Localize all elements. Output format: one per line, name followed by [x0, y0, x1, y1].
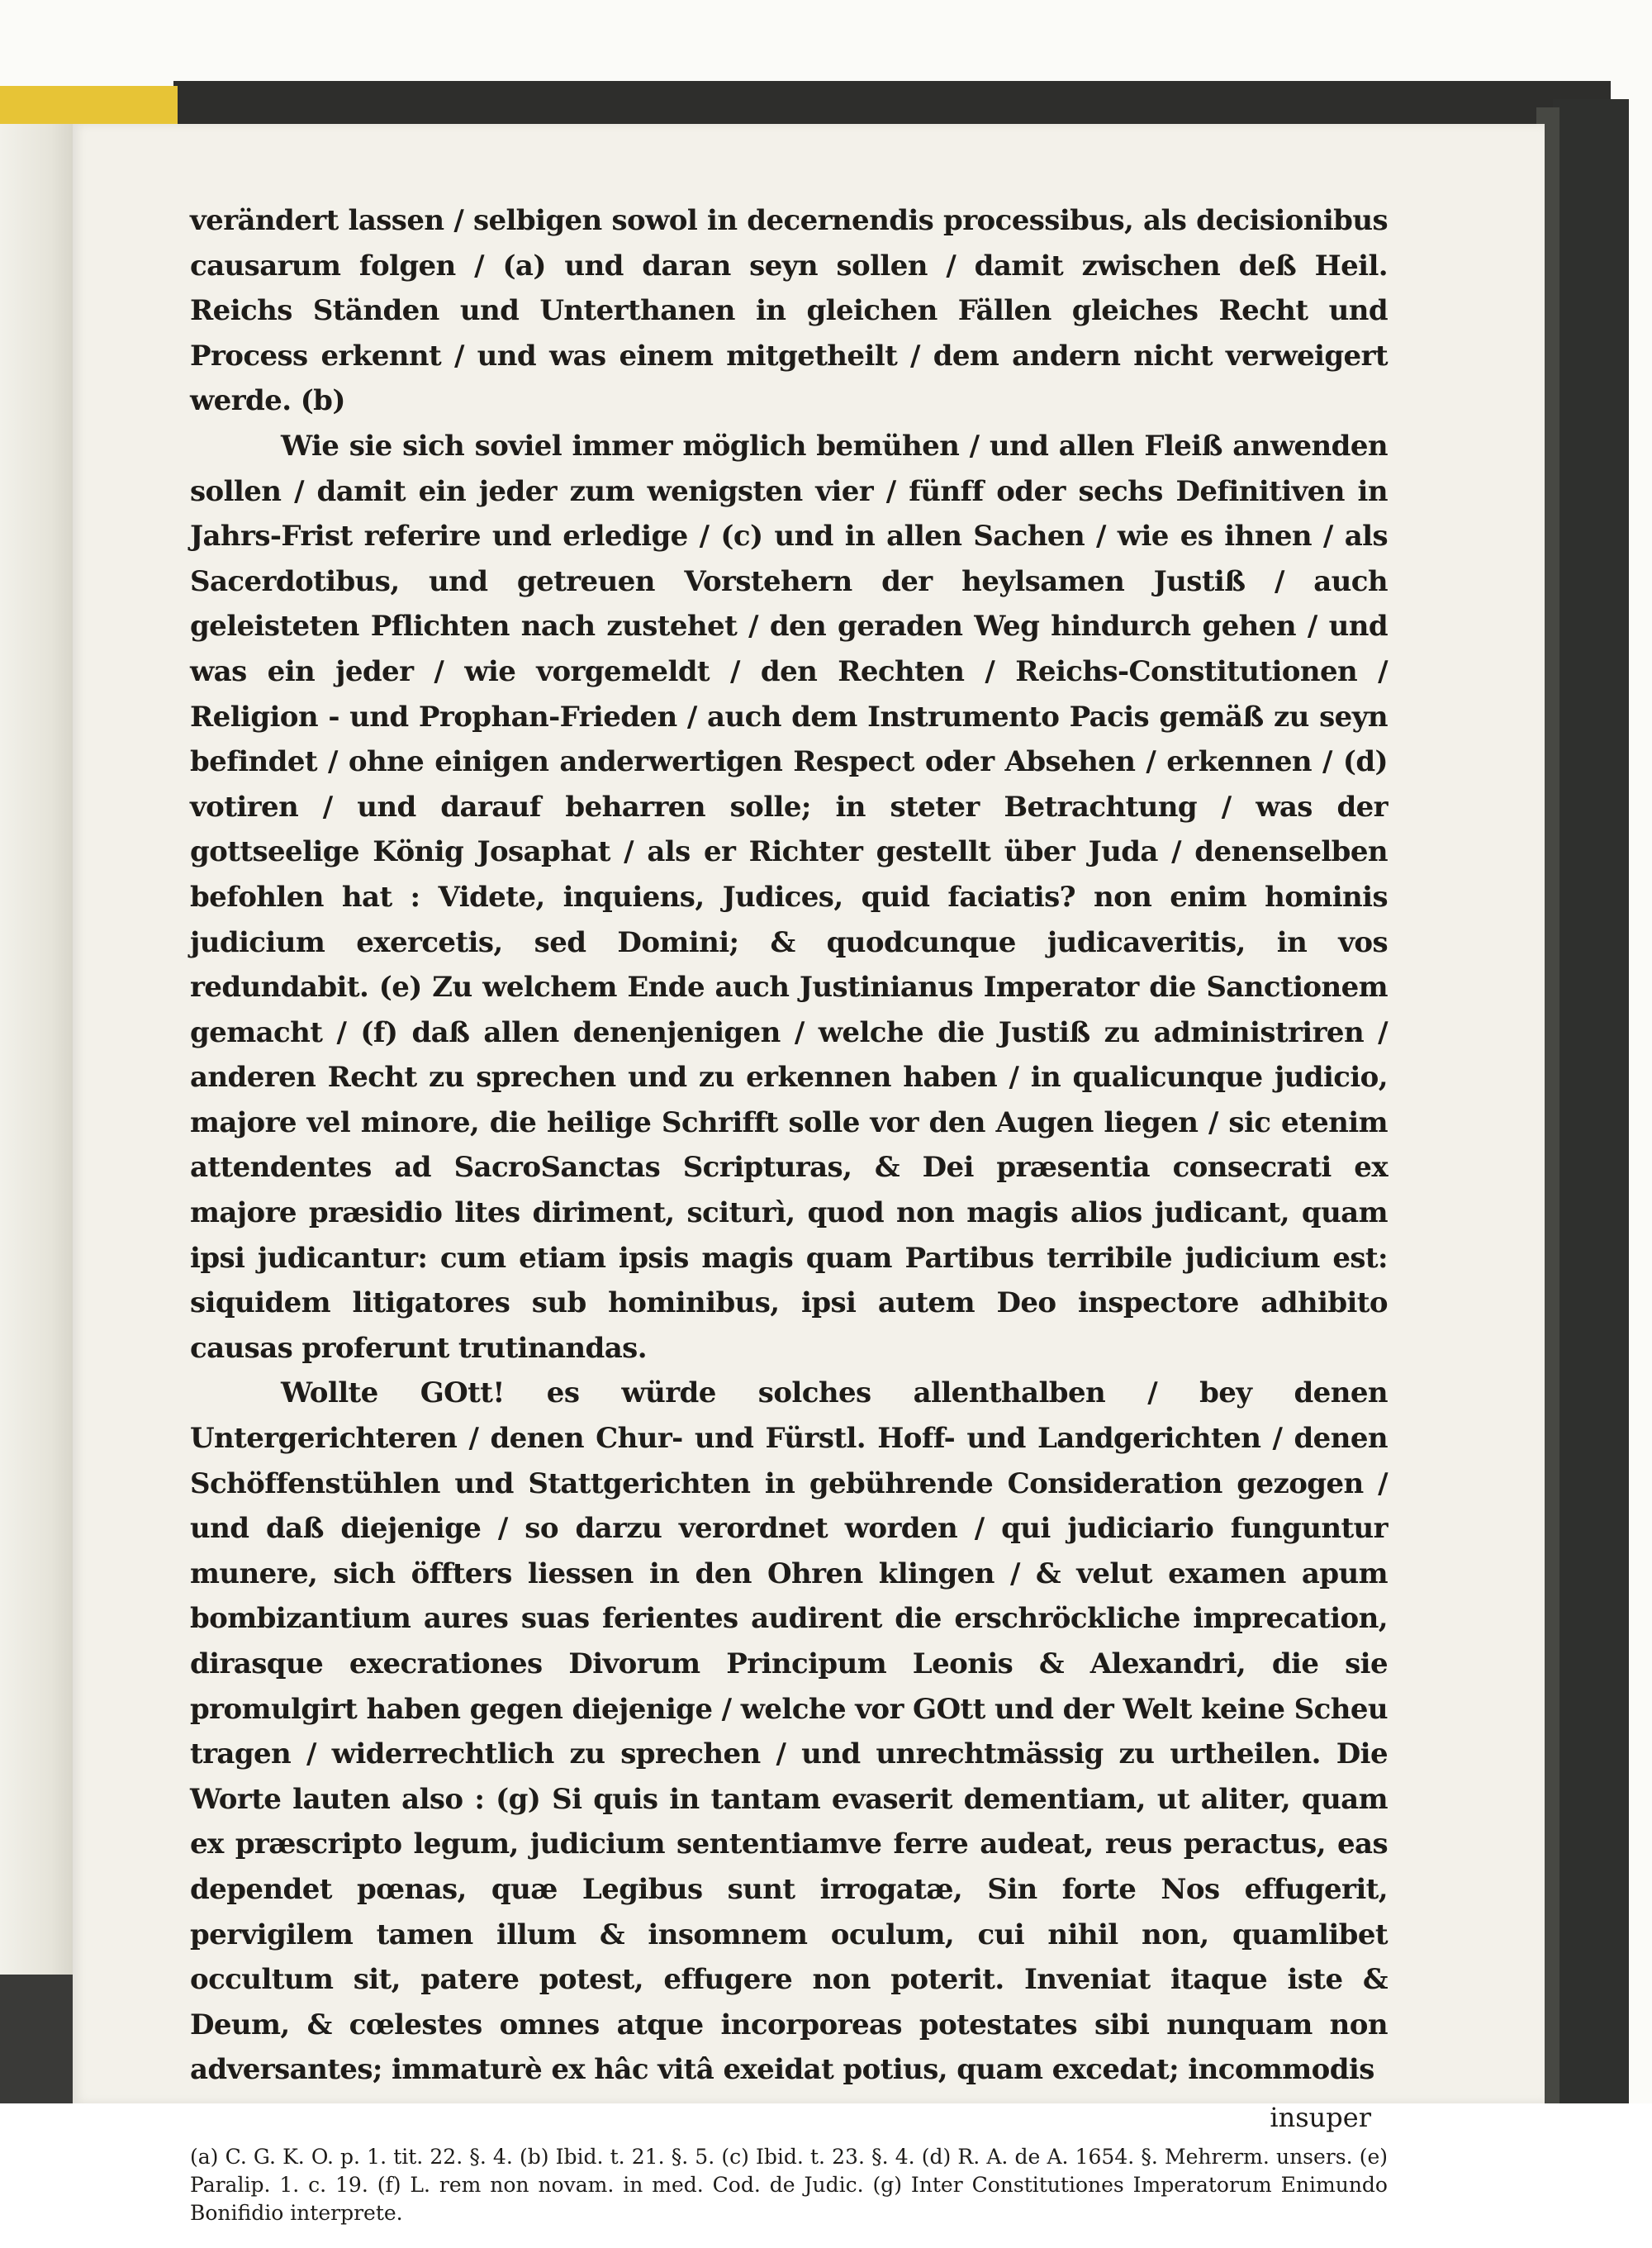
paragraph-2: Wie sie sich soviel immer möglich bemühen / und allen Fleiß anwenden sollen / damit ein jeder zum wenigsten vier / fünff oder sechs Definitiven in Jahrs-Frist referire und erledige / (c) und in allen Sachen / wie es ihnen / als Sacerdotibus, und getreuen Vorstehern der heylsamen Justiß / auch geleisteten Pflichten nach zustehet / den geraden Weg hindurch gehen / und was ein jeder / wie vorgemeldt / den Rechten / Reichs-Constitutionen / Religion - und Prophan-Frieden / auch dem Instrumento Pacis gemäß zu seyn befindet / ohne einigen anderwertigen Respect oder Absehen / erkennen / (d) votiren / und darauf beharren solle; in steter Betrachtung / was der gottseelige König Josaphat / als er Richter gestellt über Juda / denenselben befohlen hat : Videte, inquiens, Judices, quid faciatis? non enim hominis judicium exercetis, sed Domini; & quodcunque judicaveritis, in vos redundabit. (e) Zu welchem Ende auch Justinianus Imperator die Sanctionem gemacht / (f) daß allen denenjenigen / welche die Justiß zu administriren / anderen Recht zu sprechen und zu erkennen haben / in qualicunque judicio, majore vel minore, die heilige Schrifft solle vor den Augen liegen / sic etenim attendentes ad SacroSanctas Scripturas, & Dei præsentia consecrati ex majore præsidio lites diriment, sciturì, quod non magis alios judicant, quam ipsi judicantur: cum etiam ipsis magis quam Partibus terribile judicium est: siquidem litigatores sub hominibus, ipsi autem Deo inspectore adhibito causas proferunt trutinandas.	[190, 429, 1388, 1365]
book-cover-bottom-left	[0, 1966, 74, 2103]
catchword: insuper	[1270, 2101, 1371, 2133]
footnotes: (a) C. G. K. O. p. 1. tit. 22. §. 4. (b) Ibid. t. 21. §. 5. (c) Ibid. t. 23. §. 4. (d) R. A. de A. 1654. §. Mehrerm. unsers. (e) Paralip. 1. c. 19. (f) L. rem non novam. in med. Cod. de Judic. (g) Inter Constitutiones Imperatorum Enimundo Bonifidio interprete.	[190, 2144, 1388, 2225]
left-page-edge	[0, 124, 74, 1975]
page-text-block	[190, 198, 1388, 2248]
book-page	[73, 124, 1545, 2225]
paragraph-1: verändert lassen / selbigen sowol in decernendis processibus, als decisionibus causarum folgen / (a) und daran seyn sollen / damit zwischen deß Heil. Reichs Ständen und Unterthanen in gleichen Fällen gleiches Recht und Process erkennt / und was einem mitgetheilt / dem andern nicht verweigert werde. (b)	[190, 204, 1388, 418]
book-cover-right	[1553, 99, 1629, 2103]
paragraph-3: Wollte GOtt! es würde solches allenthalben / bey denen Untergerichteren / denen Chur- und Fürstl. Hoff- und Landgerichten / denen Schöffenstühlen und Stattgerichten in gebührende Consideration gezogen / und daß diejenige / so darzu verordnet worden / qui judiciario funguntur munere, sich öffters liessen in den Ohren klingen / & velut examen apum bombizantium aures suas ferientes audirent die erschröckliche imprecation, dirasque execrationes Divorum Principum Leonis & Alexandri, die sie promulgirt haben gegen diejenige / welche vor GOtt und der Welt keine Scheu tragen / widerrechtlich zu sprechen / und unrechtmässig zu urtheilen. Die Worte lauten also : (g) Si quis in tantam evaserit dementiam, ut aliter, quam ex præscripto legum, judicium sententiamve ferre audeat, reus peractus, eas dependet pœnas, quæ Legibus sunt irrogatæ, Sin forte Nos effugerit, pervigilem tamen illum & insomnem oculum, cui nihil non, quamlibet occultum sit, patere potest, effugere non poterit. Inveniat itaque iste & Deum, & cœlestes omnes atque incorporeas potestates sibi nunquam non adversantes; immaturè ex hâc vitâ exeidat potius, quam excedat; incommodis	[190, 1376, 1388, 2087]
book-cover-top	[173, 81, 1611, 127]
footnote-rule	[190, 2139, 1388, 2140]
yellow-bookmark-tab	[0, 86, 178, 129]
